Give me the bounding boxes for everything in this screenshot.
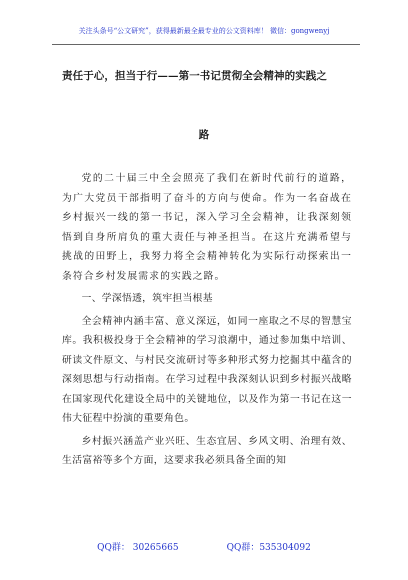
document-title: 责任于心，担当于行——第一书记贯彻全会精神的实践之 <box>62 70 327 82</box>
header-divider <box>52 44 360 45</box>
footer-qq-group-1: QQ群： 30265665 <box>97 543 179 553</box>
page-header: 关注头条号“公文研究”，获得最新最全最专业的公文资料库！ 微信：gongwenyj <box>78 27 330 35</box>
body-paragraph: 党的二十届三中全会照亮了我们在新时代前行的道路，为广大党员干部指明了奋斗的方向与使命。作为一名奋战在乡村振兴一线的第一书记，深入学习全会精神，让我深刻领悟到自身所肩负的重大责任与神圣担当。在这片充满希望与挑战的田野上，我努力将全会精神转化为实际行动探索出一条符合乡村发展需求的实践之路。 <box>62 173 352 282</box>
document-body <box>62 169 352 474</box>
body-paragraph: 乡村振兴涵盖产业兴旺、生态宜居、乡风文明、治理有效、生活富裕等多个方面，这要求我必须具备全面的知 <box>62 435 352 466</box>
body-paragraph: 全会精神内涵丰富、意义深远，如同一座取之不尽的智慧宝库。我积极投身于全会精神的学习浪潮中，通过参加集中培训、研读文件原文、与村民交流研讨等多种形式努力挖掘其中蕴含的深刻思想与行动指南。在学习过程中我深刻认识到乡村振兴战略在国家现代化建设全局中的关键地位，以及作为第一书记在这一伟大征程中扮演的重要角色。 <box>62 315 352 424</box>
section-heading: 一、学深悟透，筑牢担当根基 <box>81 293 213 304</box>
page-footer <box>0 540 408 553</box>
footer-qq-group-2: QQ群：535304092 <box>226 543 311 553</box>
document-title-continued: 路 <box>198 129 210 141</box>
